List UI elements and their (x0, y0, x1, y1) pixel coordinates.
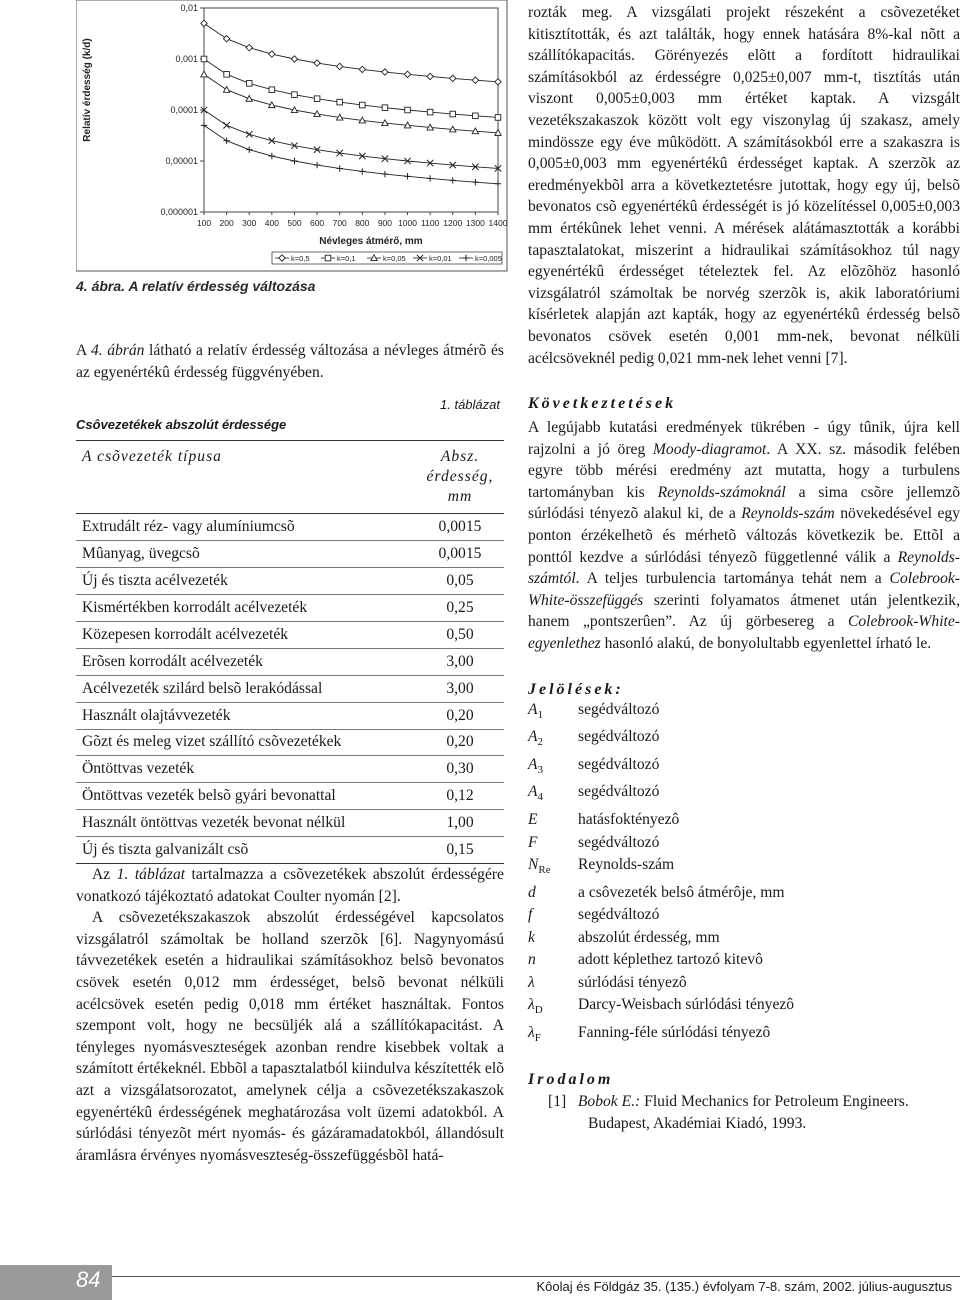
marker-triangle (246, 95, 252, 101)
marker-square (314, 96, 320, 102)
left-paragraph-1 (76, 864, 504, 907)
marker-diamond (314, 60, 320, 66)
c-text-5: a sima csõre jellemzõ súrlódási tényezõ alakul ki, de a (528, 483, 960, 523)
conclusions-heading: Következtetések (528, 395, 677, 413)
c-text-1: A legújabb kutatási eredmények tükrében - úgy tûnik, újra kell rajzolni a jó öreg (528, 419, 960, 458)
table-body (76, 514, 504, 864)
marker-diamond (450, 75, 456, 81)
row-value: 0,05 (414, 567, 504, 594)
col-header-value: Absz. érdesség, mm (414, 441, 504, 514)
marker-square (269, 87, 275, 93)
legend-label: k=0,05 (383, 254, 406, 263)
row-value: 0,15 (414, 837, 504, 864)
symbol (528, 1022, 578, 1050)
symbol-description: adott képlethez tartozó kitevô (578, 951, 763, 969)
marker-plus (269, 153, 275, 159)
symbol-description: segédváltozó (578, 700, 660, 718)
marker-plus (427, 175, 433, 181)
row-type: Mûanyag, üvegcsõ (76, 540, 414, 567)
references-heading: Irodalom (528, 1071, 614, 1089)
c-ref-reynolds-1: Reynolds-számoknál (657, 483, 786, 501)
marker-diamond (472, 77, 478, 83)
c-text-3: . A XX. sz. második felében egyre több mérési eredmény azt mutatta, hogy a turbulens tartományban kis (528, 440, 960, 501)
symbol-item (528, 904, 960, 927)
legend-label: k=0,01 (429, 254, 452, 263)
plot-area (204, 8, 498, 212)
row-value: 0,20 (414, 702, 504, 729)
row-value: 0,12 (414, 783, 504, 810)
marker-square (450, 111, 456, 117)
marker-plus (359, 168, 365, 174)
symbol-subscript: D (534, 1004, 543, 1017)
marker-diamond (336, 63, 342, 69)
journal-footer: Kôolaj és Földgáz 35. (135.) évfolyam 7-8. szám, 2002. július-augusztus (536, 1279, 952, 1294)
marker-square (246, 81, 252, 87)
marker-plus (336, 165, 342, 171)
symbol-letter: F (528, 833, 538, 851)
symbol-subscript: 4 (537, 791, 544, 804)
p1-post: tartalmazza a csõvezetékek abszolút érdességére vonatkozó tájékoztató adatokat Coulter nyomán [2]. (76, 866, 504, 905)
marker-square (360, 102, 366, 108)
c-text-9: . A teljes turbulencia tartománya tehát nem a (575, 570, 890, 588)
x-tick-label: 300 (242, 218, 257, 228)
y-tick-label: 0,0001 (170, 105, 198, 115)
row-value: 0,50 (414, 621, 504, 648)
page-number: 84 (76, 1267, 101, 1292)
ref1-author: Bobok E.: (577, 1093, 641, 1111)
c-ref-colebrook-2: Colebrook-White-egyenlethez (528, 613, 960, 653)
symbol (528, 927, 578, 950)
x-tick-label: 800 (355, 218, 370, 228)
marker-diamond (246, 44, 252, 50)
relative-roughness-chart (76, 0, 508, 272)
marker-diamond (382, 69, 388, 75)
row-value: 3,00 (414, 648, 504, 675)
marker-triangle (201, 71, 207, 77)
marker-square (201, 56, 207, 62)
symbol-item (528, 949, 960, 972)
y-axis-label: Relatív érdesség (k/d) (82, 38, 93, 142)
symbol-letter: f (528, 906, 533, 924)
marker-x (223, 122, 229, 128)
symbol-item (528, 972, 960, 995)
symbol-letter: k (528, 928, 535, 946)
series-k=0,01 (201, 107, 501, 172)
table-header-row (76, 441, 504, 514)
symbol-description: abszolút érdesség, mm (578, 928, 720, 946)
symbol-letter: λ (528, 973, 535, 991)
symbol (528, 949, 578, 972)
x-axis-label: Névleges átmérő, mm (319, 236, 423, 247)
intro-paragraph (76, 340, 504, 383)
chart-plot-layer (82, 3, 508, 264)
table-row (76, 540, 504, 567)
marker-square (473, 113, 479, 119)
marker-plus (450, 177, 456, 183)
marker-square (292, 92, 298, 98)
marker-square (427, 109, 433, 115)
symbol-description: segédváltozó (578, 755, 660, 773)
c-text-7: növekedésével egy ponton érzékelhetõ és mérhetõ változás következik be. Ettõl a ponttól kezdve a súrlódási tényezõ függetlenné válik a (528, 505, 960, 566)
symbol-letter: n (528, 951, 536, 969)
row-value: 0,20 (414, 729, 504, 756)
row-type: Használt olajtávvezeték (76, 702, 414, 729)
marker-diamond (404, 71, 410, 77)
col-header-type: A csõvezeték típusa (76, 441, 414, 514)
c-ref-reynolds-2: Reynolds-szám (741, 505, 835, 523)
symbols-list (528, 699, 960, 1050)
marker-diamond (269, 51, 275, 57)
x-tick-label: 400 (264, 218, 279, 228)
series-k=0,1 (201, 56, 501, 120)
symbol-item (528, 882, 960, 905)
x-tick-label: 100 (196, 218, 212, 228)
marker-triangle (223, 87, 229, 93)
symbol (528, 809, 578, 832)
marker-diamond (201, 20, 207, 26)
row-type: Öntöttvas vezeték (76, 756, 414, 783)
marker-square (382, 105, 388, 111)
symbol-letter: λ (528, 996, 535, 1014)
marker-square (337, 99, 343, 105)
symbol-description: hatásfoktényezô (578, 811, 680, 829)
symbol-item (528, 994, 960, 1022)
x-tick-label: 600 (309, 218, 325, 228)
row-value: 0,25 (414, 594, 504, 621)
x-tick-label: 900 (377, 218, 393, 228)
symbol-subscript: 1 (537, 708, 544, 721)
table-row (76, 621, 504, 648)
marker-plus (382, 171, 388, 177)
symbol (528, 781, 578, 809)
y-tick-label: 0,00001 (165, 156, 198, 166)
symbol-letter: A (528, 755, 538, 773)
row-value: 1,00 (414, 810, 504, 837)
x-tick-label: 1400 (488, 218, 508, 228)
marker-plus (495, 181, 501, 187)
y-tick-label: 0,000001 (160, 207, 198, 217)
c-text-11: szerinti folyamatos átmenet után jelentkezik, hanem „pontszerûen”. Az új görbesereg a (528, 591, 960, 631)
table-row (76, 729, 504, 756)
symbol-item (528, 754, 960, 782)
right-paragraph-1: rozták meg. A vizsgálati projekt részeként a csõvezetéket kitisztították, és azt találták, hogy ennek hatására 8%-kal nõtt a szállítókapacitás. Görényezés elõtt a fordított hidraulikai számításokból az érdességre 0,025±0,007 mm-t, tisztítás után viszont 0,005±0,003 mm értéket kaptak. A vizsgált vezetékszakaszok között volt egy viszonylag új szakasz, amely mindössze egy éve mûködött. A számításokból erre a szakaszra is 0,005±0,003 mm egyenértékû érdességet kaptak. A szerzõk az eredményekbõl arra a következtetésre jutottak, hogy egy új, belsõ bevonatos csõ egyenértékû érdességét is jó közelítéssel 0,005±0,003 mm értékûnek lehet venni. A mérések alátámasztották a korábbi tapasztalatokat, miszerint a hidraulikai számításokhoz túl nagy egyenértékû érdességet tételeztek fel. Az elõzõhöz hasonló vizsgálatról számoltak be norvég szerzõk is, akik laboratóriumi kísérletek alapján azt kapták, hogy az egyenértékû érdesség belsõ bevonatos csövek esetén 0,001 mm-nek, bevonat nélküli acélcsöveknél pedig 0,021 mm-nek lehet venni [7]. (528, 4, 960, 367)
series-line (204, 23, 498, 81)
symbol-description: a csôvezeték belsô átmérôje, mm (578, 883, 785, 901)
marker-plus (291, 158, 297, 164)
marker-diamond (427, 73, 433, 79)
left-intro (76, 340, 504, 383)
marker-x (269, 138, 275, 144)
reference-1 (528, 1091, 960, 1134)
marker-square (325, 255, 331, 261)
marker-diamond (495, 79, 501, 85)
x-tick-label: 1300 (465, 218, 485, 228)
left-paragraph-2: A csõvezetékszakaszok abszolút érdességével kapcsolatos vizsgálatról számoltak be holland szerzõk [6]. Nagynyomású távvezetékek esetén a hidraulikai számításokhoz belsõ bevonatos csövek esetén 0,012 mm érdességet, belsõ bevonat nélküli acélcsövek esetén pedig 0,018 mm értéket használtak. Fontos szempont volt, hogy ne becsüljék alá a szállítókapacitást. A tényleges nyomásveszteségek azonban rendre kisebbek voltak a számított értékeknél. Ebbõl a tapasztalatból kiindulva készítették elõ azt a vizsgálatsorozatot, amelynek célja a csõvezetékszakaszok egyenértékû érdességének meghatározása volt üzemi adatokból. A súrlódási tényezõt mért nyomás- és gázáramadatokból, állandósult áramlásra érvényes nyomásveszteség-összefüggésbõl hatá- (76, 909, 504, 1164)
legend-label: k=0,005 (475, 254, 502, 263)
table-row (76, 514, 504, 541)
table-title: Csôvezetékek abszolút érdessége (76, 417, 287, 432)
marker-plus (223, 138, 229, 144)
c-ref-colebrook-1: Colebrook-White-összefüggés (528, 570, 960, 609)
symbol-item (528, 854, 960, 882)
symbol (528, 726, 578, 754)
x-tick-label: 1200 (443, 218, 463, 228)
row-type: Acélvezeték szilárd belsõ lerakódással (76, 675, 414, 702)
figure-caption: 4. ábra. A relatív érdesség változása (76, 278, 316, 294)
ref1-number: [1] (548, 1093, 567, 1111)
symbol-description: segédváltozó (578, 833, 660, 851)
p1-table-ref: 1. táblázat (116, 866, 186, 883)
symbol-item (528, 699, 960, 727)
symbol-description: Fanning-féle súrlódási tényezô (578, 1023, 771, 1041)
x-tick-label: 1000 (398, 218, 417, 228)
series-k=0,5 (201, 20, 501, 85)
symbol-item (528, 832, 960, 855)
row-type: Gõzt és meleg vizet szállító csõvezetékek (76, 729, 414, 756)
row-type: Új és tiszta galvanizált csõ (76, 837, 414, 864)
marker-plus (404, 173, 410, 179)
symbol-description: Reynolds-szám (578, 856, 675, 874)
symbol-letter: A (528, 700, 538, 718)
symbol-description: segédváltozó (578, 906, 660, 924)
symbol-description: Darcy-Weisbach súrlódási tényezô (578, 996, 795, 1014)
symbol-subscript: Re (538, 864, 551, 877)
ref1-text: Fluid Mechanics for Petroleum Engineers. Budapest, Akadémiai Kiadó, 1993. (588, 1093, 909, 1132)
table-row (76, 702, 504, 729)
symbol (528, 832, 578, 855)
row-type: Kismértékben korrodált acélvezeték (76, 594, 414, 621)
row-type: Erõsen korrodált acélvezeték (76, 648, 414, 675)
marker-square (405, 107, 411, 113)
x-tick-label: 200 (219, 218, 234, 228)
symbol (528, 882, 578, 905)
symbol-subscript: 2 (537, 736, 544, 749)
row-type: Öntöttvas vezeték belsõ gyári bevonattal (76, 783, 414, 810)
table-row (76, 594, 504, 621)
table-row (76, 783, 504, 810)
row-type: Új és tiszta acélvezeték (76, 567, 414, 594)
chart-frame (76, 0, 507, 271)
row-value: 0,0015 (414, 540, 504, 567)
symbol-item (528, 1022, 960, 1050)
table-row (76, 810, 504, 837)
marker-square (495, 115, 501, 121)
marker-diamond (359, 66, 365, 72)
symbol-letter: A (528, 728, 538, 746)
x-tick-label: 500 (287, 218, 302, 228)
row-value: 0,0015 (414, 514, 504, 541)
symbols-heading: Jelölések: (528, 680, 624, 698)
right-column (528, 2, 960, 1135)
symbol (528, 854, 578, 882)
intro-pre: A (76, 342, 91, 359)
symbol-letter: E (528, 811, 538, 829)
table-row (76, 567, 504, 594)
symbol-letter: λ (528, 1023, 535, 1041)
symbol-item (528, 809, 960, 832)
marker-plus (201, 122, 207, 128)
marker-square (224, 72, 230, 78)
row-type: Közepesen korrodált acélvezeték (76, 621, 414, 648)
symbol-subscript: F (534, 1031, 541, 1044)
row-value: 0,30 (414, 756, 504, 783)
table-row (76, 837, 504, 864)
table-row (76, 756, 504, 783)
symbol-item (528, 726, 960, 754)
left-body (76, 864, 504, 1166)
table-row (76, 648, 504, 675)
roughness-table (76, 440, 504, 864)
row-type: Használt öntöttvas vezeték bevonat nélkül (76, 810, 414, 837)
intro-post: látható a relatív érdesség változása a névleges átmérõ és az egyenértékû érdesség függvényében. (76, 342, 504, 381)
conclusions-paragraph (528, 417, 960, 655)
row-type: Extrudált réz- vagy alumíniumcsõ (76, 514, 414, 541)
c-ref-reynolds-3: Reynolds-számtól (528, 548, 960, 588)
symbol (528, 972, 578, 995)
marker-x (246, 131, 252, 137)
symbol-description: segédváltozó (578, 783, 660, 801)
symbol-description: segédváltozó (578, 728, 660, 746)
symbol-letter: N (528, 856, 539, 874)
p1-pre: Az (92, 866, 117, 883)
symbol-description: súrlódási tényezô (578, 973, 687, 991)
legend-label: k=0,1 (337, 254, 356, 263)
intro-figure-ref: 4. ábrán (90, 342, 145, 359)
symbol (528, 904, 578, 927)
symbol-subscript: 3 (537, 763, 544, 776)
marker-diamond (291, 56, 297, 62)
table-number: 1. táblázat (440, 397, 500, 412)
marker-diamond (223, 36, 229, 42)
marker-plus (314, 162, 320, 168)
marker-plus (472, 179, 478, 185)
c-text-13: hasonló alakú, de bonyolultabb egyenlettel írható le. (600, 635, 932, 653)
y-tick-label: 0,01 (180, 3, 198, 13)
legend-label: k=0,5 (291, 254, 310, 263)
symbol-letter: d (528, 883, 536, 901)
footer-rule (112, 1276, 960, 1277)
x-tick-label: 1100 (421, 218, 440, 228)
row-value: 3,00 (414, 675, 504, 702)
symbol (528, 994, 578, 1022)
table-row (76, 675, 504, 702)
c-ref-moody: Moody-diagramot (652, 440, 767, 458)
marker-plus (246, 146, 252, 152)
x-tick-label: 700 (332, 218, 347, 228)
symbol-item (528, 927, 960, 950)
symbol-item (528, 781, 960, 809)
symbol-letter: A (528, 783, 538, 801)
y-tick-label: 0,001 (175, 54, 198, 64)
symbol (528, 754, 578, 782)
symbol (528, 699, 578, 727)
